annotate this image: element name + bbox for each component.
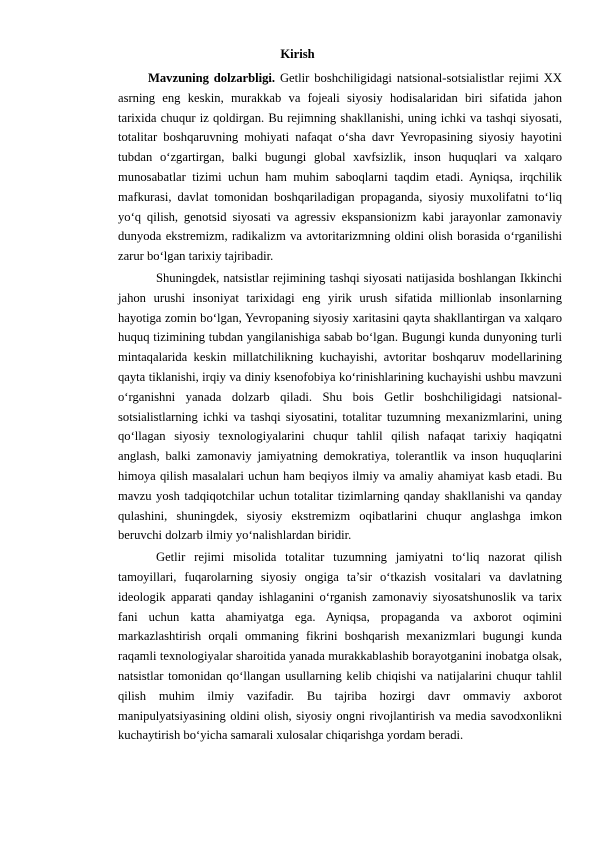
page-title: Kirish (280, 47, 315, 61)
document-body (118, 69, 562, 746)
paragraph-totalitarian-control (118, 548, 562, 746)
paragraph-text: Getlir rejimi misolida totalitar tuzumning jamiyatni to‘liq nazorat qilish tamoyillari, fuqarolarning siyosiy ongiga ta’sir o‘tkazish vositalari va davlatning ideologik apparati qanday ishlaganini o‘rganish zamonaviy siyosatshunoslik va tarix fani uchun katta ahamiyatga ega. Ayniqsa, propaganda va axborot oqimini markazlashtirish orqali ommaning fikrini boshqarish mexanizmlari bugungi kunda raqamli texnologiyalar sharoitida yanada murakkablashib borayotganini inobatga olsak, natsistlar tomonidan qo‘llangan usullarning kelib chiqishi va natijalarini chuqur tahlil qilish muhim ilmiy vazifadir. Bu tajriba hozirgi davr ommaviy axborot manipulyatsiyasining oldini olish, siyosiy ongni rivojlantirish va media savodxonlikni kuchaytirish bo‘yicha samarali xulosalar chiqarishga yordam beradi. (118, 550, 562, 743)
paragraph-second-world-war (118, 269, 562, 546)
paragraph-lead-heading: Mavzuning dolzarbligi. (148, 71, 276, 85)
paragraph-relevance (118, 69, 562, 267)
paragraph-text: Shuningdek, natsistlar rejimining tashqi siyosati natijasida boshlangan Ikkinchi jahon urushi insoniyat tarixidagi eng yirik urush sifatida millionlab insonlarning hayotiga zomin bo‘lgan, Yevropaning siyosiy xaritasini qayta shakllantirgan va xalqaro huquq tizimining tubdan yangilanishiga sabab bo‘lgan. Bugungi kunda dunyoning turli mintaqalarida keskin millatchilikning kuchayishi, avtoritar boshqaruv modellarining qayta tiklanishi, irqiy va diniy ksenofobiya ko‘rinishlarining kuchayishi ushbu mavzuni o‘rganishni yanada dolzarb qiladi. Shu bois Getlir boshchiligidagi natsional-sotsialistlarning ichki va tashqi siyosatini, totalitar tuzumning mexanizmlarini, uning qo‘llagan siyosiy texnologiyalarini chuqur tahlil qilish nafaqat tarixiy haqiqatni anglash, balki zamonaviy jamiyatning demokratiya, tolerantlik va inson huquqlarini himoya qilish masalalari uchun ham beqiyos ilmiy va amaliy ahamiyat kasb etadi. Bu mavzu yosh tadqiqotchilar uchun totalitar tizimlarning qanday shakllanishi va qanday qulashini, shuningdek, siyosiy ekstremizm oqibatlarini chuqur anglashga imkon beruvchi dolzarb ilmiy yo‘nalishlardan biridir. (118, 270, 562, 543)
paragraph-text: Getlir boshchiligidagi natsional-sotsialistlar rejimi XX asrning eng keskin, murakkab va fojeali siyosiy hodisalaridan biri sifatida jahon tarixida chuqur iz qoldirgan. Bu rejimning shakllanishi, uning ichki va tashqi siyosati, totalitar boshqaruvning mohiyati nafaqat o‘sha davr Yevropasining siyosiy hayotini tubdan o‘zgartirgan, balki bugungi global xavfsizlik, inson huquqlari va xalqaro munosabatlar tizimi uchun ham muhim saboqlarni taqdim etadi. Ayniqsa, irqchilik mafkurasi, davlat tomonidan boshqariladigan propaganda, siyosiy muxolifatni to‘liq yo‘q qilish, genotsid siyosati va agressiv ekspansionizm kabi jarayonlar zamonaviy dunyoda ekstremizm, radikalizm va avtoritarizmning oldini olish borasida o‘rganilishi zarur bo‘lgan tarixiy tajribadir. (118, 71, 562, 264)
